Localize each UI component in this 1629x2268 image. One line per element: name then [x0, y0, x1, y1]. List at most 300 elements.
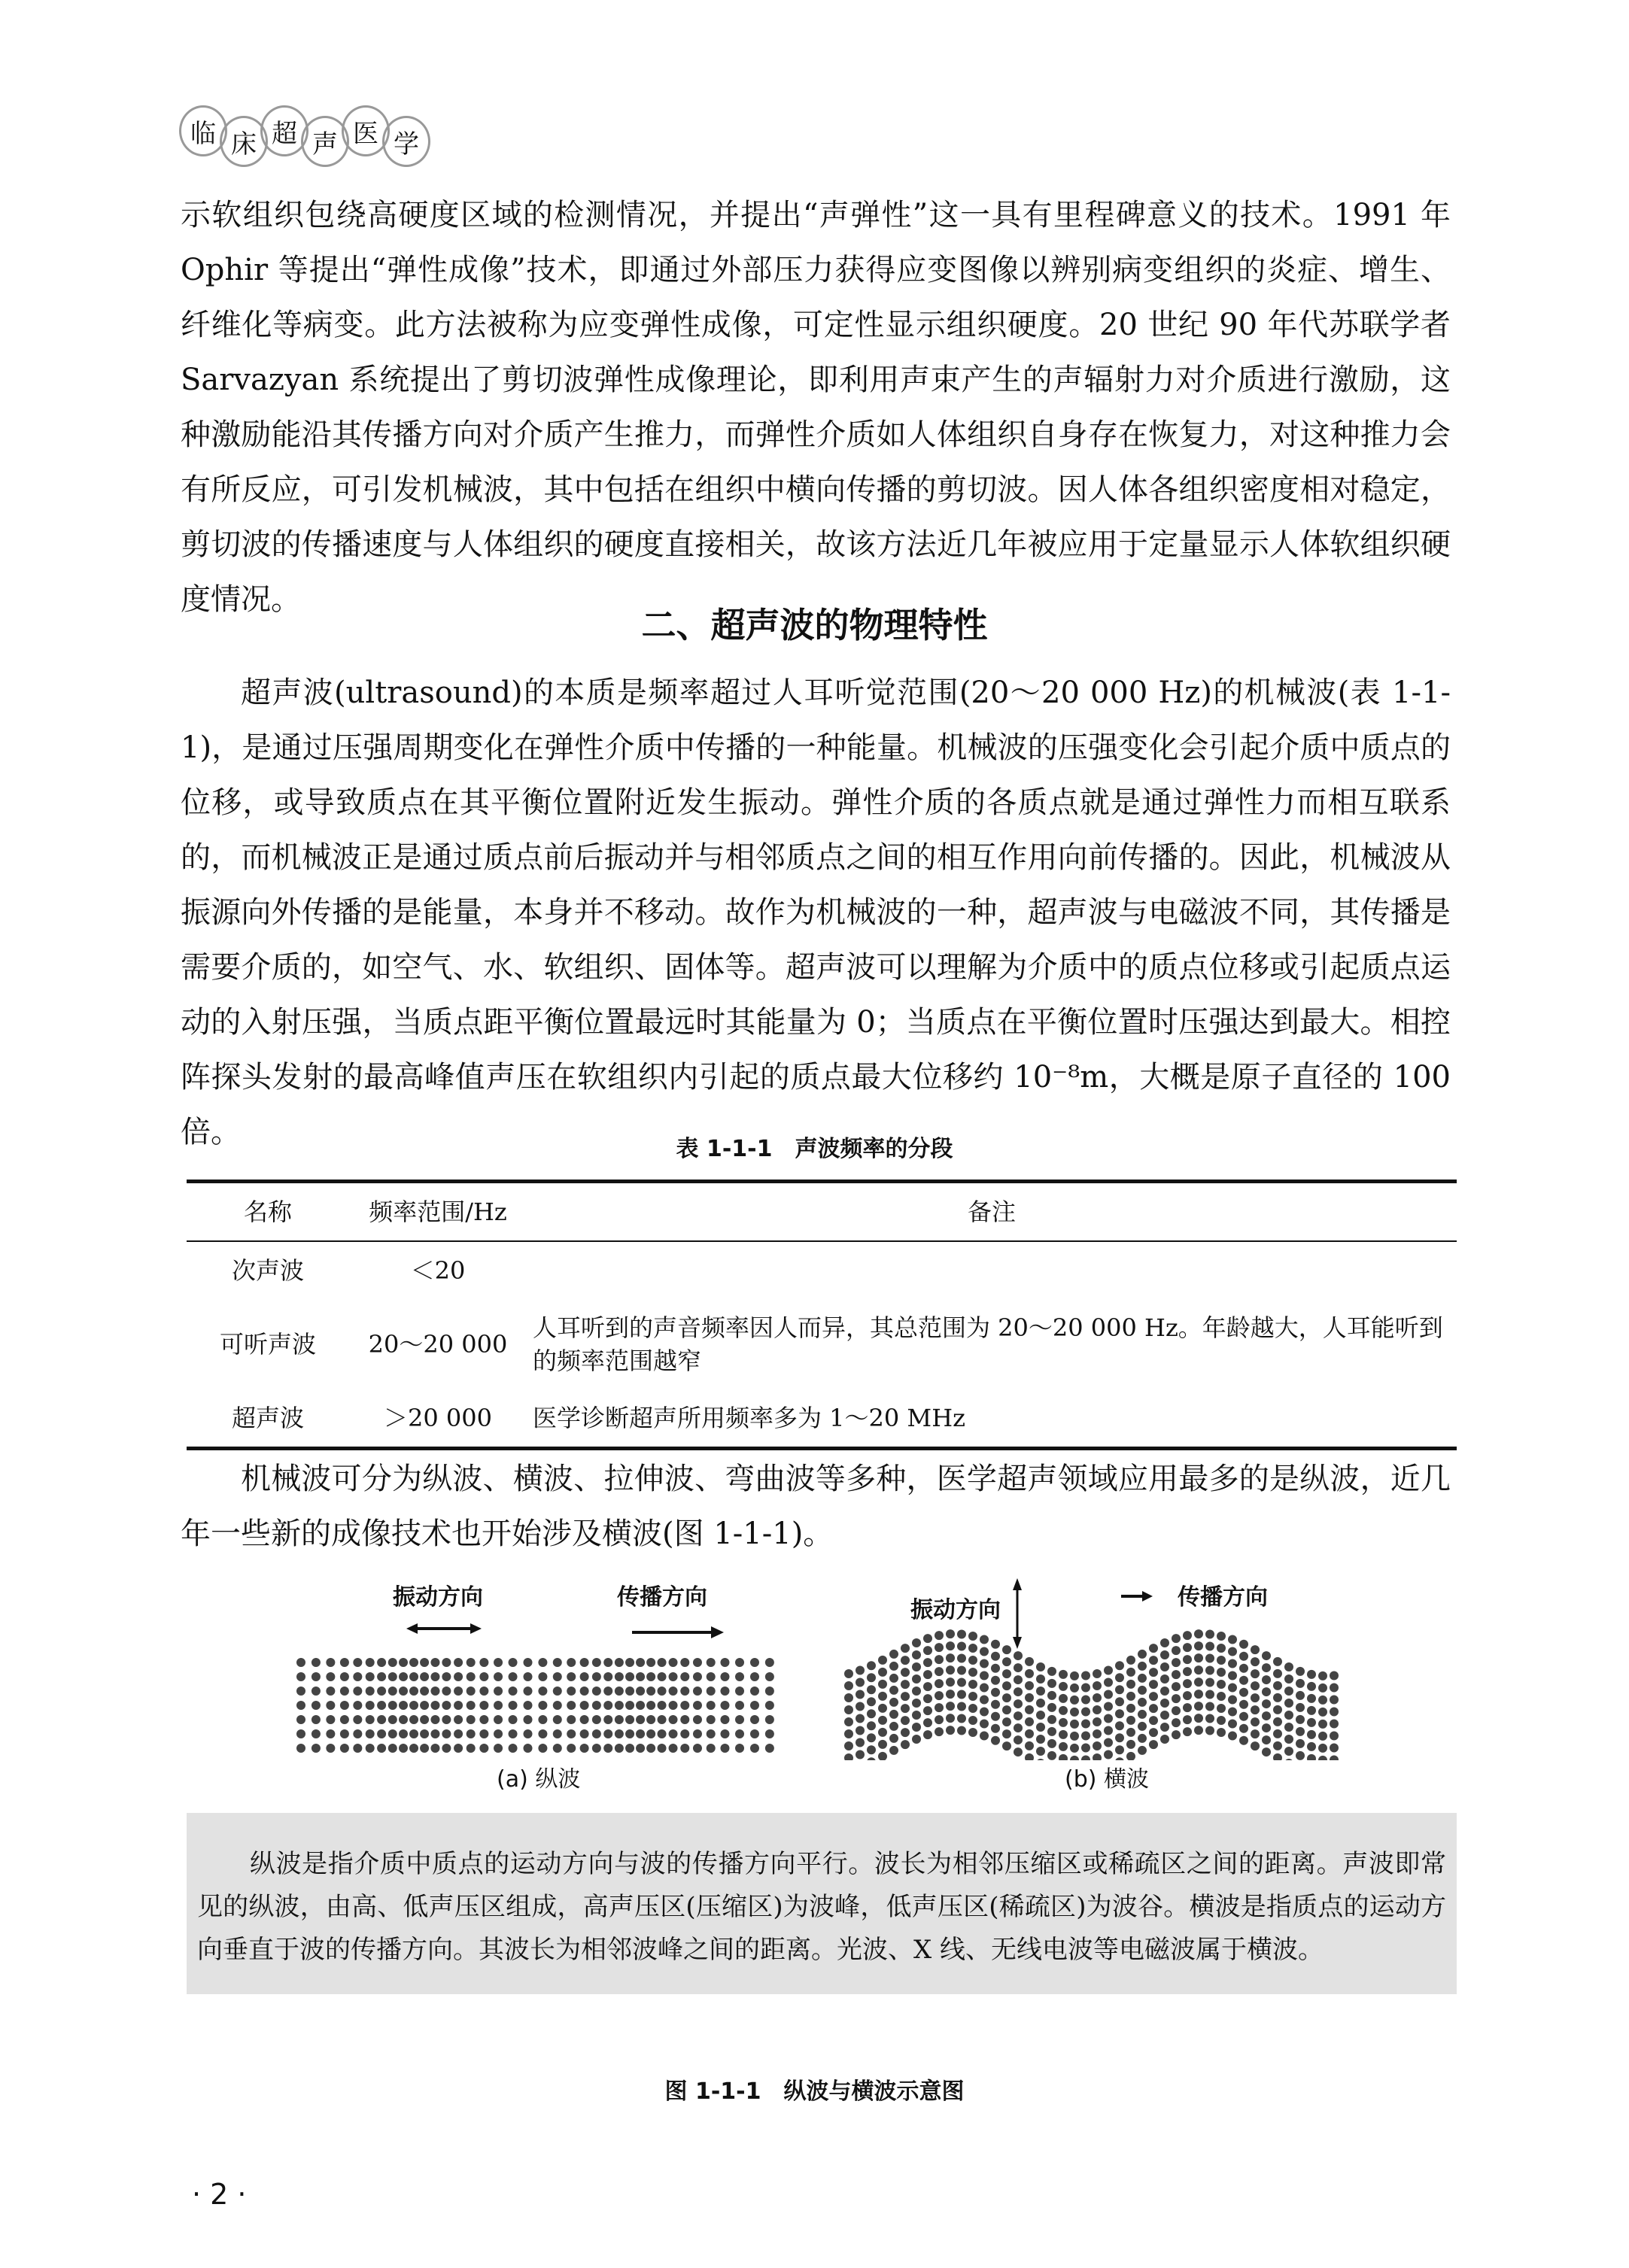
particle — [312, 1701, 321, 1710]
fig-a-vibration-label: 振动方向 — [393, 1584, 483, 1611]
particle — [935, 1631, 944, 1640]
particle — [1307, 1706, 1316, 1715]
particle — [1307, 1694, 1316, 1703]
particle — [946, 1714, 955, 1723]
particle — [693, 1672, 702, 1681]
particle — [1330, 1756, 1339, 1760]
particle — [340, 1687, 349, 1696]
particle — [901, 1740, 910, 1749]
particle — [1318, 1708, 1327, 1717]
particle — [420, 1715, 429, 1724]
header-char: 声 — [301, 116, 349, 167]
particle — [553, 1701, 562, 1710]
particle — [1183, 1691, 1192, 1700]
particle — [377, 1687, 386, 1696]
particle — [1296, 1703, 1305, 1712]
particle — [567, 1701, 576, 1710]
particle — [707, 1744, 716, 1753]
particle — [735, 1701, 744, 1710]
particle — [409, 1687, 418, 1696]
particle — [1307, 1754, 1316, 1760]
particle — [912, 1650, 921, 1659]
particle — [968, 1716, 977, 1725]
particle — [968, 1728, 977, 1737]
particle — [312, 1715, 321, 1724]
particle — [1183, 1643, 1192, 1652]
particle — [1228, 1720, 1237, 1729]
particle — [1002, 1681, 1011, 1690]
particle — [509, 1729, 518, 1738]
cell — [527, 1241, 1457, 1299]
particle — [693, 1658, 702, 1667]
particle — [467, 1729, 476, 1738]
particle — [1228, 1647, 1237, 1656]
particle — [1160, 1650, 1169, 1659]
particle — [856, 1714, 865, 1723]
particle — [1025, 1657, 1034, 1666]
particle — [1160, 1723, 1169, 1732]
particle — [889, 1686, 898, 1695]
particle — [1183, 1667, 1192, 1676]
particle — [1330, 1696, 1339, 1705]
particle — [1081, 1708, 1090, 1717]
particle — [720, 1687, 729, 1696]
particle — [1273, 1681, 1282, 1690]
particle — [1307, 1718, 1316, 1727]
particle — [615, 1701, 624, 1710]
header-char: 医 — [342, 105, 390, 156]
particle — [1296, 1727, 1305, 1736]
particle — [912, 1711, 921, 1720]
particle — [388, 1658, 397, 1667]
particle — [991, 1676, 1000, 1685]
particle — [366, 1658, 375, 1667]
particle — [968, 1692, 977, 1701]
particle — [856, 1702, 865, 1711]
particle — [1149, 1728, 1158, 1737]
particle — [1138, 1650, 1147, 1659]
particle — [1183, 1727, 1192, 1736]
particle — [1228, 1635, 1237, 1644]
particle — [646, 1672, 655, 1681]
particle — [353, 1701, 362, 1710]
particle — [580, 1687, 589, 1696]
particle — [1059, 1694, 1068, 1703]
particle — [479, 1729, 488, 1738]
particle — [889, 1710, 898, 1719]
particle — [625, 1687, 634, 1696]
cell: 次声波 — [231, 1256, 304, 1285]
particle — [615, 1658, 624, 1667]
particle — [340, 1672, 349, 1681]
particle — [1205, 1726, 1214, 1735]
particle — [442, 1687, 451, 1696]
particle — [693, 1701, 702, 1710]
particle — [479, 1715, 488, 1724]
particle — [340, 1658, 349, 1667]
particle — [553, 1687, 562, 1696]
particle — [636, 1701, 645, 1710]
particle — [968, 1656, 977, 1665]
particle — [1014, 1687, 1023, 1696]
particle — [878, 1668, 887, 1677]
particle — [856, 1677, 865, 1687]
particle — [1296, 1751, 1305, 1760]
particle — [1172, 1682, 1181, 1691]
particle — [1002, 1705, 1011, 1714]
particle — [377, 1658, 386, 1667]
particle — [1014, 1723, 1023, 1732]
particle — [1194, 1702, 1203, 1711]
particle — [567, 1744, 576, 1753]
particle — [658, 1729, 667, 1738]
particle — [1273, 1729, 1282, 1738]
particle — [523, 1658, 532, 1667]
particle — [366, 1701, 375, 1710]
particle — [430, 1715, 439, 1724]
particle — [567, 1729, 576, 1738]
particle — [479, 1672, 488, 1681]
particle — [923, 1730, 932, 1739]
particle — [399, 1744, 408, 1753]
particle — [430, 1658, 439, 1667]
particle — [1014, 1663, 1023, 1672]
particle — [1296, 1739, 1305, 1748]
particle — [454, 1687, 463, 1696]
particle — [353, 1687, 362, 1696]
particle — [353, 1672, 362, 1681]
particle — [388, 1672, 397, 1681]
particle — [680, 1729, 689, 1738]
particle — [1115, 1673, 1124, 1682]
particle — [1205, 1702, 1214, 1711]
particle — [1172, 1706, 1181, 1715]
table-caption: 表 1-1-1 声波频率的分段 — [676, 1136, 953, 1162]
particle — [1002, 1669, 1011, 1678]
particle — [856, 1750, 865, 1759]
particle — [340, 1715, 349, 1724]
particle — [1273, 1657, 1282, 1666]
particle — [923, 1646, 932, 1655]
particle — [1262, 1651, 1271, 1660]
particle — [1126, 1656, 1135, 1665]
particle — [693, 1729, 702, 1738]
particle — [1205, 1677, 1214, 1687]
particle — [1014, 1675, 1023, 1684]
particle — [1115, 1709, 1124, 1718]
particle — [680, 1715, 689, 1724]
particle — [1217, 1680, 1226, 1689]
particle — [765, 1658, 774, 1667]
particle — [707, 1658, 716, 1667]
particle — [494, 1715, 503, 1724]
particle — [901, 1716, 910, 1725]
particle — [1172, 1634, 1181, 1643]
particle — [494, 1687, 503, 1696]
particle — [1070, 1671, 1079, 1681]
fig-b-vibration-label: 振动方向 — [910, 1597, 1001, 1623]
particle — [1262, 1723, 1271, 1732]
fig-b-caption: (b) 横波 — [1065, 1766, 1149, 1793]
particle — [523, 1715, 532, 1724]
particle — [856, 1690, 865, 1699]
particle — [901, 1728, 910, 1737]
particle — [625, 1729, 634, 1738]
particle — [646, 1715, 655, 1724]
particle — [1047, 1727, 1056, 1736]
particle — [680, 1744, 689, 1753]
particle — [399, 1672, 408, 1681]
particle — [538, 1687, 547, 1696]
particle — [420, 1672, 429, 1681]
particle — [935, 1667, 944, 1676]
particle — [1330, 1684, 1339, 1693]
particle — [1047, 1739, 1056, 1748]
particle — [957, 1714, 966, 1723]
particle — [1070, 1684, 1079, 1693]
particle — [1239, 1664, 1248, 1673]
particle — [1149, 1656, 1158, 1665]
particle — [889, 1746, 898, 1755]
paragraph: 超声波(ultrasound)的本质是频率超过人耳听觉范围(20～20 000 Hz)的机械波(表 1-1-1)，是通过压强周期变化在弹性介质中传播的一种能量。机械波的压强变化会引起介质中质点的位移，或导致质点在其平衡位置附近发生振动。弹性介质的各质点就是通过弹性力而相互联系的，而机械波正是通过质点前后振动并与相邻质点之间的相互作用向前传播的。因此，机械波从振源向外传播的是能量，本身并不移动。故作为机械波的一种，超声波与电磁波不同，其传播是需要介质的，如空气、水、软组织、固体等。超声波可以理解为介质中的质点位移或引起质点运动的入射压强，当质点距平衡位置最远时其能量为 0；当质点在平衡位置时压强达到最大。相控阵探头发射的最高峰值声压在软组织内引起的质点最大位移约 10⁻⁸m，大概是原子直径的 100 倍。 — [181, 676, 1451, 1149]
particle — [353, 1715, 362, 1724]
particle — [509, 1744, 518, 1753]
particle — [980, 1684, 989, 1693]
particle — [1036, 1735, 1045, 1744]
frequency-table — [187, 1180, 1457, 1450]
particle — [1093, 1729, 1102, 1738]
right-arrow-icon — [632, 1626, 724, 1638]
particle — [1036, 1687, 1045, 1696]
particle — [844, 1693, 853, 1702]
particle — [1307, 1682, 1316, 1691]
particle — [1093, 1681, 1102, 1690]
particle — [669, 1744, 678, 1753]
particle — [312, 1687, 321, 1696]
particle — [1138, 1710, 1147, 1719]
particle — [1093, 1741, 1102, 1750]
particle — [592, 1729, 601, 1738]
particle — [1228, 1696, 1237, 1705]
particle — [1194, 1653, 1203, 1662]
particle — [693, 1744, 702, 1753]
particle — [467, 1715, 476, 1724]
particle — [658, 1672, 667, 1681]
particle — [479, 1701, 488, 1710]
particle — [1025, 1681, 1034, 1690]
particle — [1138, 1722, 1147, 1731]
particle — [1318, 1696, 1327, 1705]
particle — [1047, 1691, 1056, 1700]
particle — [1183, 1703, 1192, 1712]
particle — [326, 1729, 335, 1738]
particle — [1307, 1742, 1316, 1751]
particle — [693, 1715, 702, 1724]
particle — [1284, 1699, 1293, 1708]
particle — [1284, 1723, 1293, 1732]
particle — [1262, 1687, 1271, 1696]
particle — [567, 1687, 576, 1696]
particle — [1081, 1744, 1090, 1753]
particle — [1239, 1724, 1248, 1733]
particle — [1070, 1708, 1079, 1717]
particle — [1126, 1692, 1135, 1701]
particle — [1025, 1669, 1034, 1678]
particle — [844, 1705, 853, 1714]
particle — [1330, 1671, 1339, 1681]
particle — [765, 1729, 774, 1738]
particle — [454, 1715, 463, 1724]
particle — [1228, 1708, 1237, 1717]
particle — [1014, 1699, 1023, 1708]
particle — [1036, 1674, 1045, 1684]
particle — [1047, 1751, 1056, 1760]
particle — [1172, 1718, 1181, 1727]
particle — [1160, 1638, 1169, 1647]
particle — [646, 1658, 655, 1667]
particle — [1217, 1668, 1226, 1677]
particle — [580, 1744, 589, 1753]
particle — [296, 1715, 305, 1724]
particle — [923, 1634, 932, 1643]
particle — [765, 1672, 774, 1681]
particle — [399, 1687, 408, 1696]
particle — [1251, 1693, 1260, 1702]
particle — [646, 1744, 655, 1753]
particle — [580, 1701, 589, 1710]
particle — [1138, 1746, 1147, 1755]
particle — [1172, 1670, 1181, 1679]
particle — [1149, 1644, 1158, 1653]
particle — [889, 1722, 898, 1731]
particle — [312, 1729, 321, 1738]
header-char: 学 — [382, 116, 430, 167]
particle — [1138, 1734, 1147, 1743]
particle — [509, 1715, 518, 1724]
particle — [878, 1680, 887, 1689]
particle — [765, 1701, 774, 1710]
particle — [750, 1701, 759, 1710]
particle — [980, 1696, 989, 1705]
particle — [296, 1701, 305, 1710]
particle — [1138, 1674, 1147, 1683]
particle — [1070, 1720, 1079, 1729]
particle — [442, 1701, 451, 1710]
particle — [735, 1672, 744, 1681]
particle — [720, 1729, 729, 1738]
particle — [388, 1687, 397, 1696]
particle — [625, 1658, 634, 1667]
particle — [1160, 1699, 1169, 1708]
particle — [946, 1702, 955, 1711]
particle — [467, 1701, 476, 1710]
particle — [1104, 1726, 1113, 1735]
particle — [935, 1727, 944, 1736]
particle — [1104, 1665, 1113, 1674]
particle — [957, 1690, 966, 1699]
particle — [553, 1744, 562, 1753]
particle — [980, 1671, 989, 1681]
particle — [538, 1744, 547, 1753]
particle — [1025, 1717, 1034, 1726]
particle — [980, 1659, 989, 1668]
particle — [1262, 1747, 1271, 1756]
fig-b-propagation-label: 传播方向 — [1178, 1584, 1268, 1611]
particle — [1330, 1720, 1339, 1729]
particle — [968, 1644, 977, 1653]
particle — [844, 1753, 853, 1760]
particle — [1330, 1708, 1339, 1717]
longitudinal-wave-diagram — [293, 1617, 790, 1760]
particle — [509, 1672, 518, 1681]
particle — [1149, 1680, 1158, 1689]
particle — [615, 1715, 624, 1724]
particle — [1251, 1741, 1260, 1750]
particle — [1217, 1728, 1226, 1737]
particle — [1273, 1669, 1282, 1678]
particle — [1273, 1741, 1282, 1750]
particle — [946, 1641, 955, 1650]
particle — [636, 1672, 645, 1681]
particle — [1251, 1705, 1260, 1714]
particle — [592, 1744, 601, 1753]
particle — [377, 1744, 386, 1753]
particle — [1160, 1687, 1169, 1696]
vertical-double-arrow-icon — [1013, 1578, 1022, 1649]
particle — [409, 1701, 418, 1710]
particle — [750, 1658, 759, 1667]
particle — [878, 1704, 887, 1713]
particle — [377, 1701, 386, 1710]
particle — [1126, 1680, 1135, 1689]
particle — [980, 1732, 989, 1741]
particle — [388, 1729, 397, 1738]
particle — [467, 1672, 476, 1681]
particle — [1217, 1716, 1226, 1725]
particle — [923, 1658, 932, 1667]
particle — [420, 1729, 429, 1738]
particle — [636, 1729, 645, 1738]
particle — [296, 1729, 305, 1738]
particle — [991, 1652, 1000, 1661]
particle — [1047, 1715, 1056, 1724]
particle — [1239, 1688, 1248, 1697]
particle — [856, 1665, 865, 1674]
particle — [296, 1744, 305, 1753]
particle — [1262, 1663, 1271, 1672]
particle — [1036, 1711, 1045, 1720]
particle — [1239, 1712, 1248, 1721]
particle — [1093, 1693, 1102, 1702]
particle — [1228, 1684, 1237, 1693]
particle — [923, 1706, 932, 1715]
particle — [1081, 1732, 1090, 1741]
col-header: 备注 — [967, 1198, 1016, 1226]
particle — [658, 1687, 667, 1696]
particle — [538, 1715, 547, 1724]
particle — [935, 1703, 944, 1712]
particle — [580, 1729, 589, 1738]
particle — [467, 1658, 476, 1667]
particle — [1183, 1655, 1192, 1664]
particle — [377, 1672, 386, 1681]
particle — [889, 1698, 898, 1707]
particle — [1160, 1674, 1169, 1684]
particle — [1273, 1753, 1282, 1760]
particle — [409, 1715, 418, 1724]
particle — [1296, 1691, 1305, 1700]
particle — [1025, 1729, 1034, 1738]
